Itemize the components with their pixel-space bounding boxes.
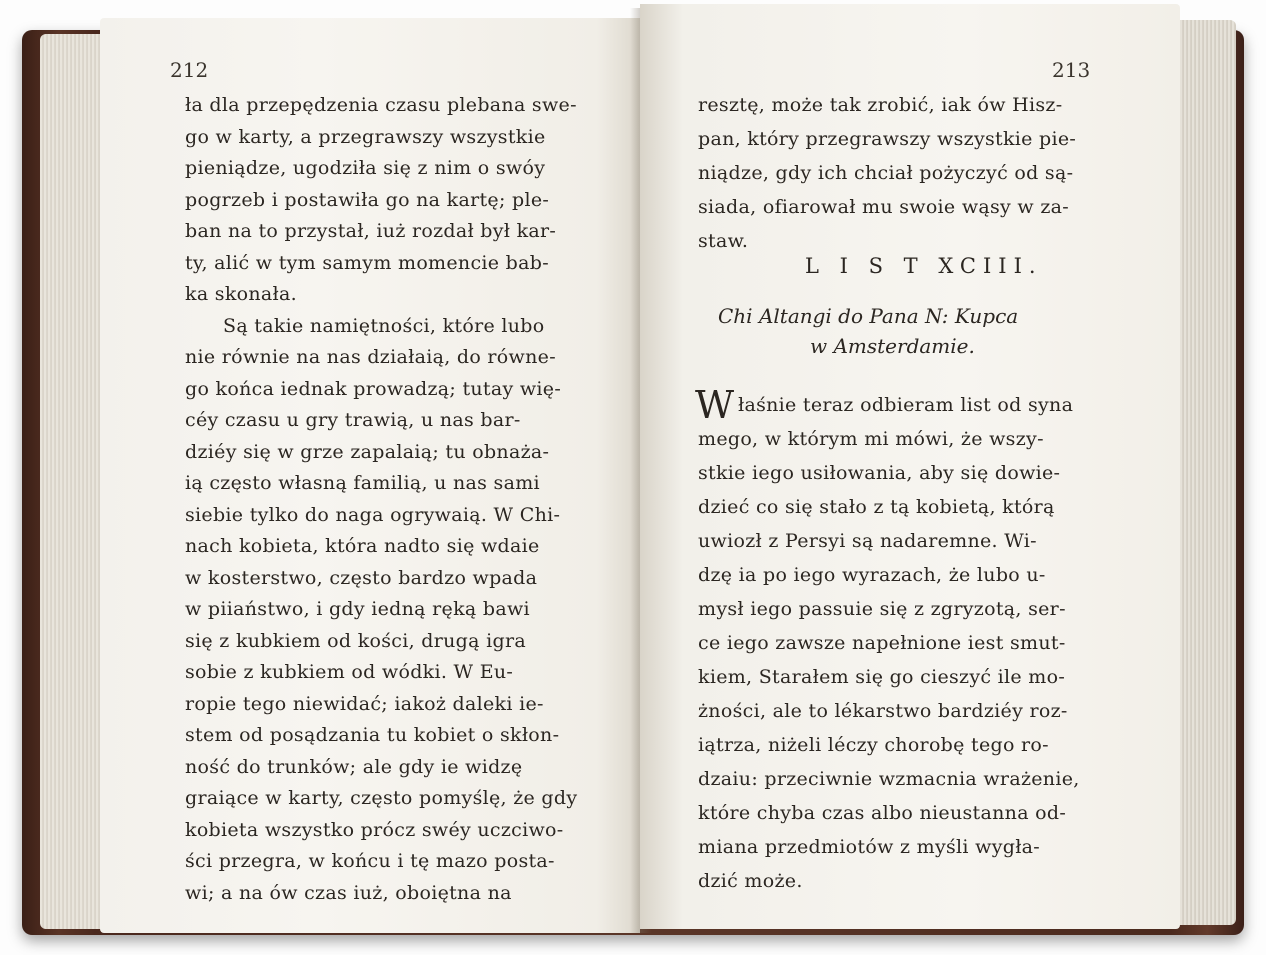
left-line: nach kobieta, która nadto się wdaie [185,535,540,557]
left-line: w piiaństwo, i gdy iedną ręką bawi [185,598,530,620]
left-line: kobieta wszystko prócz swéy uczciwo- [185,818,564,841]
left-line: nie równie na nas działaią, do równe- [185,346,556,368]
drop-cap: W [695,383,735,427]
right-line: pan, który przegrawszy wszystkie pie- [698,128,1077,150]
right-line: mego, w którym mi mówi, że wszy- [698,428,1044,450]
left-line: w kosterstwo, często bardzo wpada [185,566,538,589]
left-line: wi; a na ów czas iuż, oboiętna na [185,881,512,904]
left-line: stem od posądzania tu kobiet o skłon- [185,724,560,746]
left-line: ią często własną familią, u nas sami [185,472,540,494]
right-line: dzaiu: przeciwnie wzmacnia wrażenie, [698,768,1080,790]
left-line: ty, alić w tym samym momencie bab- [185,251,549,274]
left-page-number: 212 [170,58,209,82]
right-line: dzieć co się stało z tą kobietą, którą [698,496,1055,518]
right-line: siada, ofiarował mu swoie wąsy w za- [698,196,1069,218]
left-line: sobie z kubkiem od wódki. W Eu- [185,661,514,683]
right-line: staw. [698,230,749,252]
right-line: uwiozł z Persyi są nadaremne. Wi- [698,530,1037,552]
left-line: Są takie namiętności, które lubo [223,314,545,337]
left-line: ban na to przystał, iuż rozdał był kar- [185,220,557,242]
right-line: kiem, Starałem się go cieszyć ile mo- [698,666,1066,688]
left-line: graiące w karty, często pomyślę, że gdy [185,787,578,809]
letter-subheading-place: w Amsterdamie. [810,334,975,358]
right-line: dzić może. [698,870,803,892]
left-line: ści przegra, w końcu i tę mazo posta- [185,850,555,872]
left-line: dziéy się w grze zapalaią; tu obnaża- [185,440,550,463]
right-page [640,4,1180,929]
left-line: się z kubkiem od kości, drugą igra [185,629,526,652]
right-line: iątrza, niżeli léczy chorobę tego ro- [698,734,1049,756]
right-line: łaśnie teraz odbieram list od syna [738,394,1074,416]
right-line: resztę, może tak zrobić, iak ów Hisz- [698,94,1063,116]
left-line: ła dla przepędzenia czasu plebana swe- [185,94,577,116]
right-line: mysł iego passuie się z zgryzotą, ser- [698,598,1066,620]
left-line: céy czasu u gry trawią, u nas bar- [185,409,521,431]
left-line: pogrzeb i postawiła go na kartę; ple- [185,188,550,211]
letter-subheading: Chi Altangi do Pana N: Kupca [718,304,1019,328]
right-line: stkie iego usiłowania, aby się dowie- [698,462,1061,484]
left-page [100,18,640,933]
right-line: żności, ale to lékarstwo bardziéy roz- [698,700,1068,722]
left-line: go końca iednak prowadzą; tutay wię- [185,377,562,400]
left-line: ropie tego niewidać; iakoż daleki ie- [185,692,544,715]
letter-heading: L I S T XCIII. [805,254,1043,278]
left-line: ność do trunków; ale gdy ie widzę [185,755,523,778]
left-line: go w karty, a przegrawszy wszystkie [185,125,546,148]
left-line: pieniądze, ugodziła się z nim o swóy [185,157,546,179]
right-line: ce iego zawsze napełnione iest smut- [698,632,1066,654]
right-line: które chyba czas albo nieustanna od- [698,802,1067,824]
right-page-edges [1176,20,1236,925]
right-page-number: 213 [1052,58,1091,82]
left-line: ka skonała. [185,283,297,305]
right-line: niądze, gdy ich chciał pożyczyć od są- [698,162,1074,184]
left-line: siebie tylko do naga ogrywaią. W Chi- [185,503,561,526]
right-line: miana przedmiotów z myśli wygła- [698,836,1041,858]
right-line: dzę ia po iego wyrazach, że lubo u- [698,564,1046,586]
